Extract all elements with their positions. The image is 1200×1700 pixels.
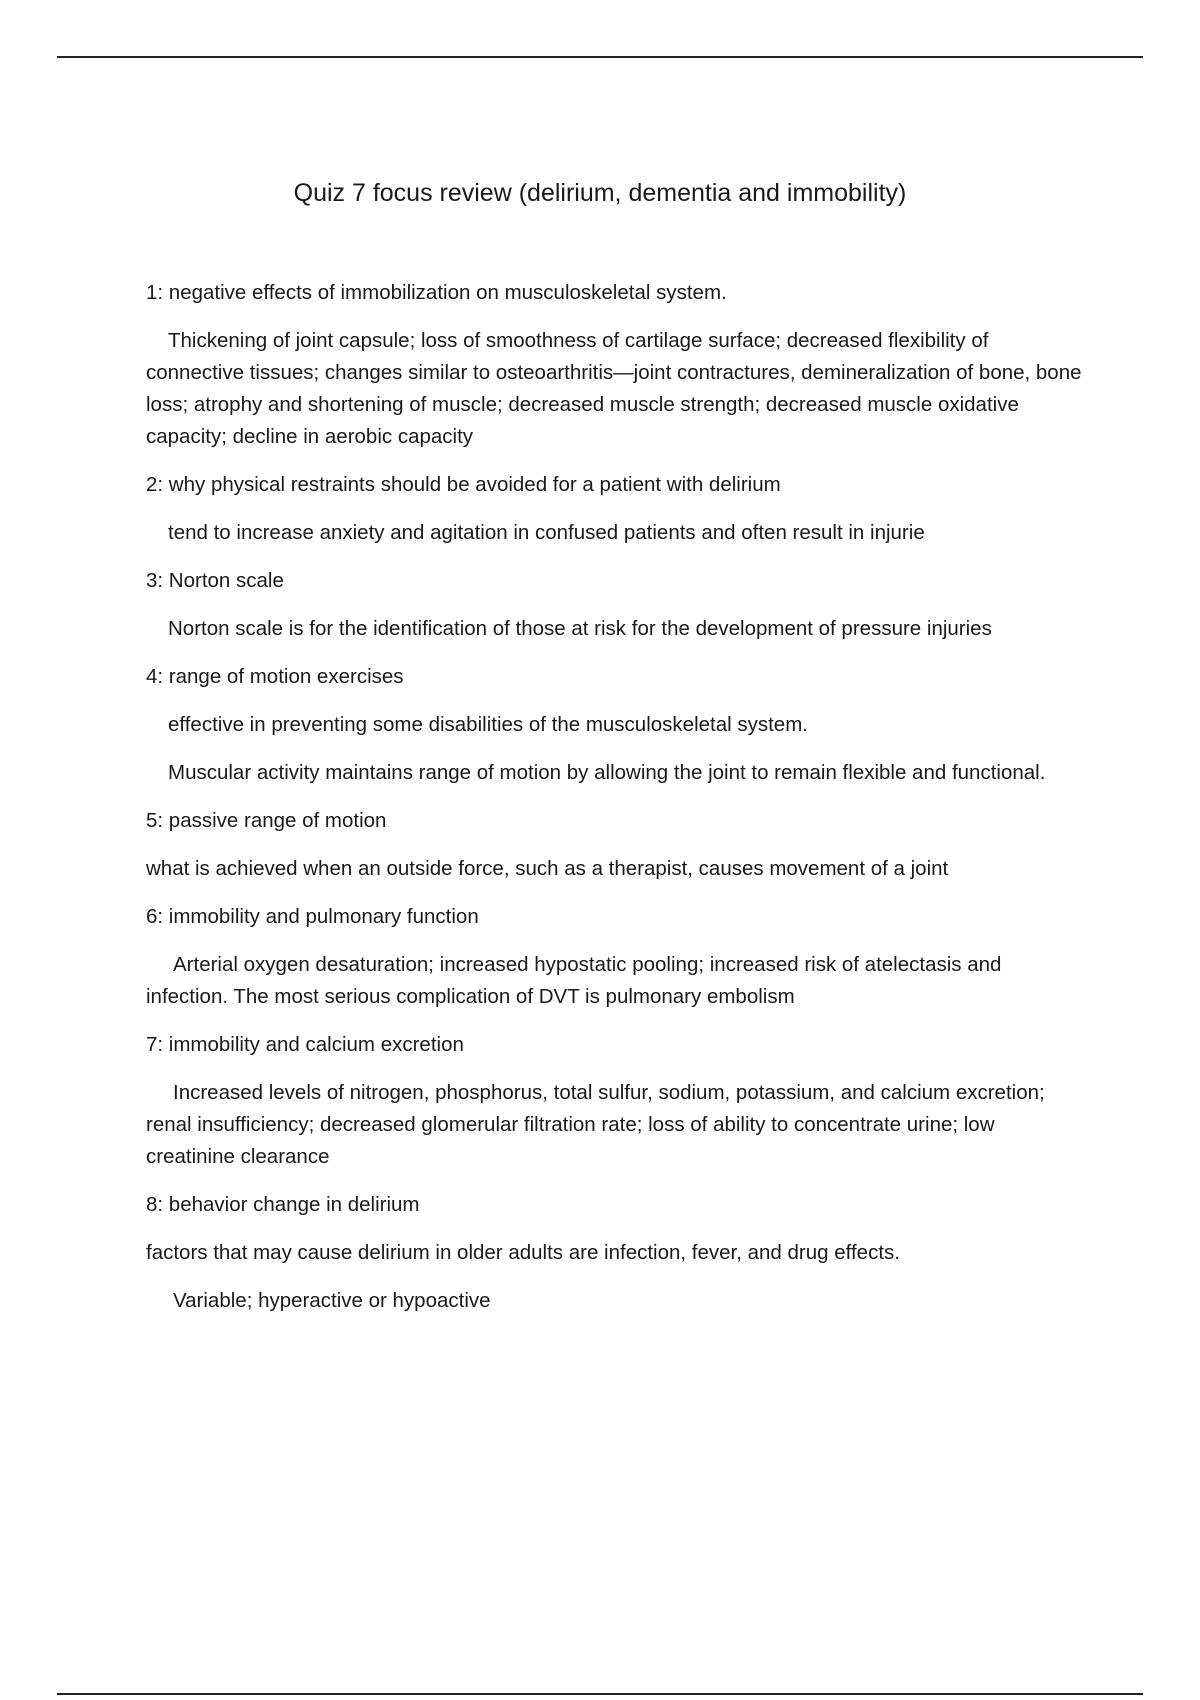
answer-8-1: factors that may cause delirium in older adults are infection, fever, and drug effects. <box>146 1241 900 1264</box>
bottom-divider <box>57 1693 1143 1695</box>
answer-6-1: Arterial oxygen desaturation; increased hypostatic pooling; increased risk of atelectasis and infection. The most serious complication of DVT is pulmonary embolism <box>146 953 1002 1008</box>
question-5: 5: passive range of motion <box>146 809 387 832</box>
top-divider <box>57 56 1143 58</box>
question-4: 4: range of motion exercises <box>146 665 404 688</box>
answer-3-1: Norton scale is for the identification of those at risk for the development of pressure injuries <box>168 617 992 640</box>
question-3: 3: Norton scale <box>146 569 284 592</box>
answer-4-2: Muscular activity maintains range of motion by allowing the joint to remain flexible and functional. <box>168 761 1046 784</box>
question-2: 2: why physical restraints should be avoided for a patient with delirium <box>146 473 781 496</box>
question-6: 6: immobility and pulmonary function <box>146 905 479 928</box>
page-title: Quiz 7 focus review (delirium, dementia and immobility) <box>293 179 907 207</box>
question-7: 7: immobility and calcium excretion <box>146 1033 464 1056</box>
answer-4-1: effective in preventing some disabilities of the musculoskeletal system. <box>168 713 808 736</box>
document-body <box>146 277 1088 1333</box>
question-8: 8: behavior change in delirium <box>146 1193 420 1216</box>
answer-2-1: tend to increase anxiety and agitation in confused patients and often result in injurie <box>168 521 925 544</box>
answer-7-1: Increased levels of nitrogen, phosphorus, total sulfur, sodium, potassium, and calcium excretion; renal insufficiency; decreased glomerular filtration rate; loss of ability to concentrate urine; low creatinine clearance <box>146 1081 1045 1168</box>
answer-5-1: what is achieved when an outside force, such as a therapist, causes movement of a joint <box>146 857 949 880</box>
answer-8-2: Variable; hyperactive or hypoactive <box>173 1289 491 1312</box>
question-1: 1: negative effects of immobilization on musculoskeletal system. <box>146 281 727 304</box>
answer-1-1: Thickening of joint capsule; loss of smoothness of cartilage surface; decreased flexibility of connective tissues; changes similar to osteoarthritis—joint contractures, demineralization of bone, bone loss; atrophy and shortening of muscle; decreased muscle strength; decreased muscle oxidative capacity; decline in aerobic capacity <box>146 329 1082 448</box>
